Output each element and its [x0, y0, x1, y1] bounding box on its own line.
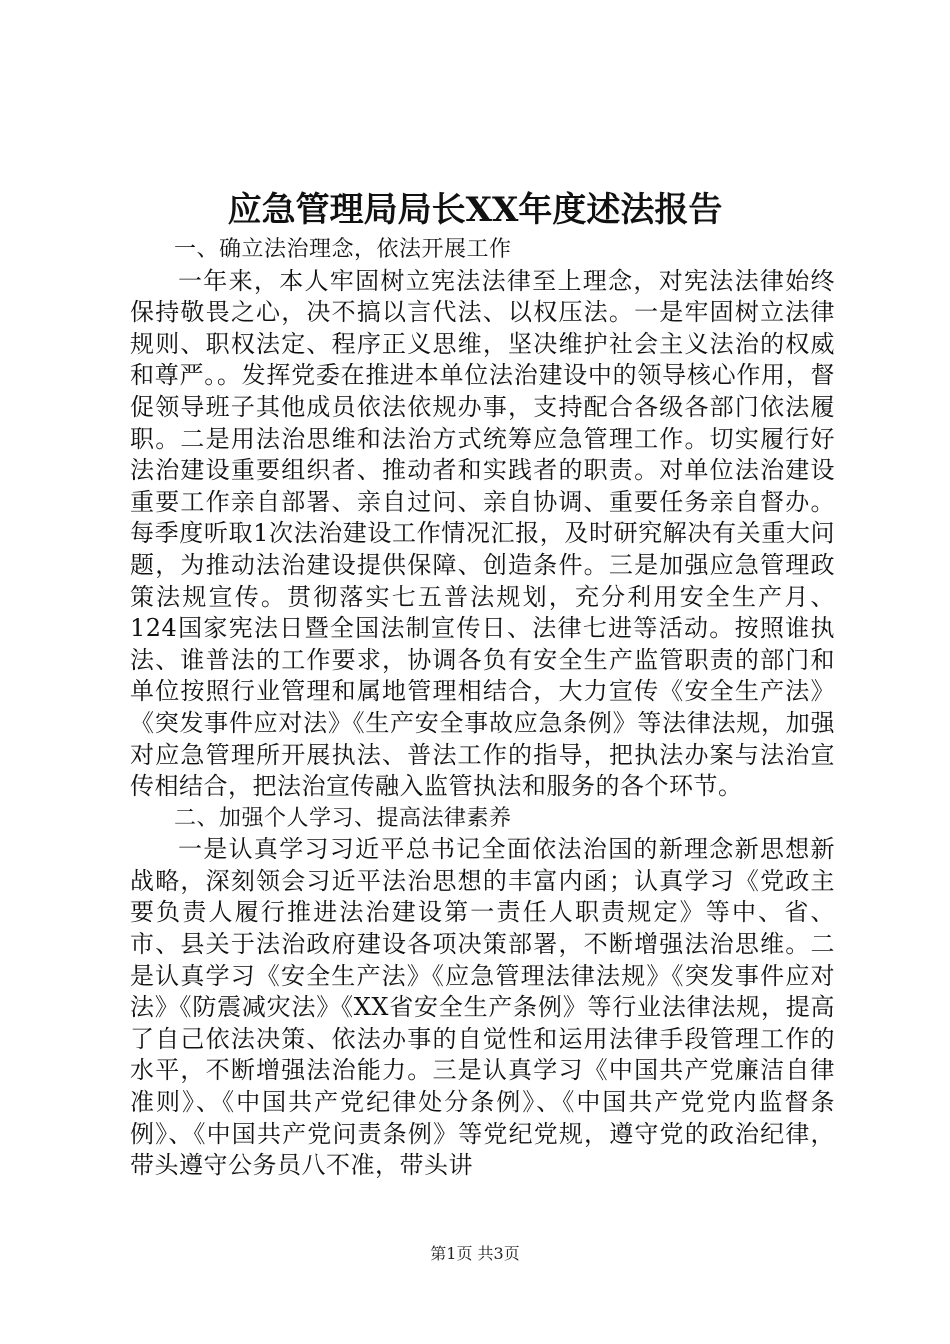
page-number-footer: 第1页 共3页	[430, 1244, 520, 1263]
document-body	[130, 234, 835, 1182]
section-heading-2: 二、加强个人学习、提高法律素养	[174, 805, 512, 831]
section-heading-1: 一、确立法治理念，依法开展工作	[174, 237, 512, 262]
section-paragraph-1: 一年来，本人牢固树立宪法法律至上理念，对宪法法律始终保持敬畏之心，决不搞以言代法、以权压法。一是牢固树立法律规则、职权法定、程序正义思维，坚决维护社会主义法治的权威和尊严。。发挥党委在推进本单位法治建设中的领导核心作用，督促领导班子其他成员依法依规办事，支持配合各级各部门依法履职。二是用法治思维和法治方式统筹应急管理工作。切实履行好法治建设重要组织者、推动者和实践者的职责。对单位法治建设重要工作亲自部署、亲自过问、亲自协调、重要任务亲自督办。每季度听取1次法治建设工作情况汇报，及时研究解决有关重大问题，为推动法治建设提供保障、创造条件。三是加强应急管理政策法规宣传。贯彻落实七五普法规划，充分利用安全生产月、124国家宪法日暨全国法制宣传日、法律七进等活动。按照谁执法、谁普法的工作要求，协调各负有安全生产监管职责的部门和单位按照行业管理和属地管理相结合，大力宣传《安全生产法》《突发事件应对法》《生产安全事故应急条例》等法律法规，加强对应急管理所开展执法、普法工作的指导，把执法办案与法治宣传相结合，把法治宣传融入监管执法和服务的各个环节。	[130, 266, 835, 801]
document-title: 应急管理局局长XX年度述法报告	[227, 190, 723, 230]
section-paragraph-2: 一是认真学习习近平总书记全面依法治国的新理念新思想新战略，深刻领会习近平法治思想的丰富内函；认真学习《党政主要负责人履行推进法治建设第一责任人职责规定》等中、省、市、县关于法治政府建设各项决策部署，不断增强法治思维。二是认真学习《安全生产法》《应急管理法律法规》《突发事件应对法》《防震减灾法》《XX省安全生产条例》等行业法律法规，提高了自己依法决策、依法办事的自觉性和运用法律手段管理工作的水平，不断增强法治能力。三是认真学习《中国共产党廉洁自律准则》、《中国共产党纪律处分条例》、《中国共产党党内监督条例》、《中国共产党问责条例》等党纪党规，遵守党的政治纪律，带头遵守公务员八不准，带头讲	[130, 835, 835, 1180]
